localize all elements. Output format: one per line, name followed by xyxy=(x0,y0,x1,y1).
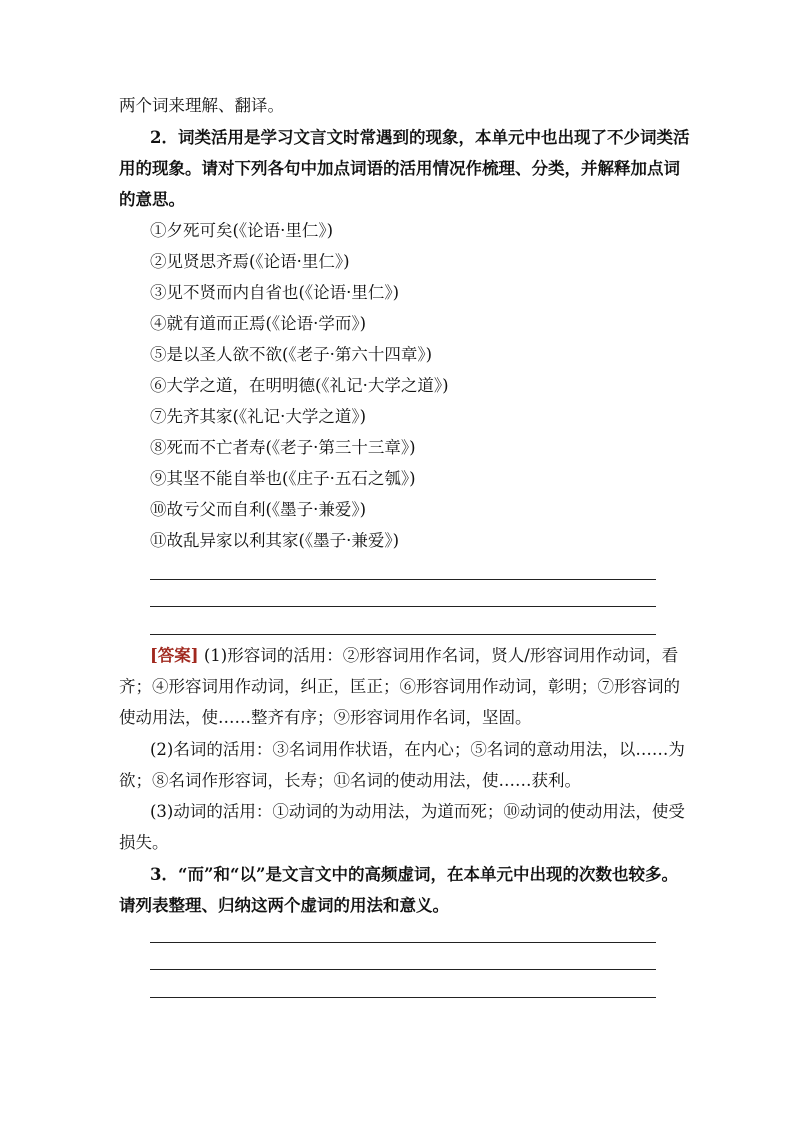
question-number: 2． xyxy=(150,128,178,147)
sentence-item: ⑦先齐其家(《礼记·大学之道》) xyxy=(150,407,367,426)
question-2-line-2: 用的现象。请对下列各句中加点词语的活用情况作梳理、分类，并解释加点词 xyxy=(119,159,680,178)
answer-line-6: (3)动词的活用：①动词的为动用法，为道而死；⑩动词的使动用法，使受 xyxy=(150,802,685,821)
sentence-item: ⑩故亏父而自利(《墨子·兼爱》) xyxy=(150,500,367,519)
answer-line-7: 损失。 xyxy=(119,833,169,852)
question-3-line-1 xyxy=(150,865,676,885)
answer-line-4: (2)名词的活用：③名词用作状语，在内心；⑤名词的意动用法，以……为 xyxy=(150,740,685,759)
sentence-item: ④就有道而正焉(《论语·学而》) xyxy=(150,314,367,333)
answer-line-5: 欲；⑧名词作形容词，长寿；⑪名词的使动用法，使……获利。 xyxy=(119,771,581,790)
question-text: “而”和“以”是文言文中的高频虚词，在本单元中出现的次数也较多。 xyxy=(177,865,678,884)
question-number: 3． xyxy=(150,865,178,884)
sentence-item: ⑥大学之道，在明明德(《礼记·大学之道》) xyxy=(150,376,449,395)
answer-blank-line xyxy=(150,942,656,943)
question-3-line-2: 请列表整理、归纳这两个虚词的用法和意义。 xyxy=(119,896,449,915)
answer-label: [答案] xyxy=(150,646,199,665)
question-text: 词类活用是学习文言文时常遇到的现象，本单元中也出现了不少词类活 xyxy=(177,128,690,147)
question-2-line-1 xyxy=(150,128,690,148)
answer-blank-line xyxy=(150,634,656,635)
answer-line-3: 使动用法，使……整齐有序；⑨形容词用作名词，坚固。 xyxy=(119,708,532,727)
sentence-item: ①夕死可矣(《论语·里仁》) xyxy=(150,221,334,240)
sentence-item: ②见贤思齐焉(《论语·里仁》) xyxy=(150,252,350,271)
question-2-line-3: 的意思。 xyxy=(119,190,185,209)
sentence-item: ⑨其坚不能自举也(《庄子·五石之瓠》) xyxy=(150,469,416,488)
sentence-item: ⑪故乱异家以利其家(《墨子·兼爱》) xyxy=(150,531,400,550)
answer-blank-line xyxy=(150,997,656,998)
sentence-item: ⑤是以圣人欲不欲(《老子·第六十四章》) xyxy=(150,345,433,364)
answer-blank-line xyxy=(150,969,656,970)
sentence-item: ⑧死而不亡者寿(《老子·第三十三章》) xyxy=(150,438,416,457)
answer-text: (1)形容词的活用：②形容词用作名词，贤人/形容词用作动词，看 xyxy=(203,646,679,665)
answer-line-2: 齐；④形容词用作动词，纠正，匡正；⑥形容词用作动词，彰明；⑦形容词的 xyxy=(119,677,680,696)
answer-blank-line xyxy=(150,606,656,607)
sentence-item: ③见不贤而内自省也(《论语·里仁》) xyxy=(150,283,400,302)
text-line: 两个词来理解、翻译。 xyxy=(119,96,284,115)
answer-line-1 xyxy=(150,646,679,666)
answer-blank-line xyxy=(150,579,656,580)
